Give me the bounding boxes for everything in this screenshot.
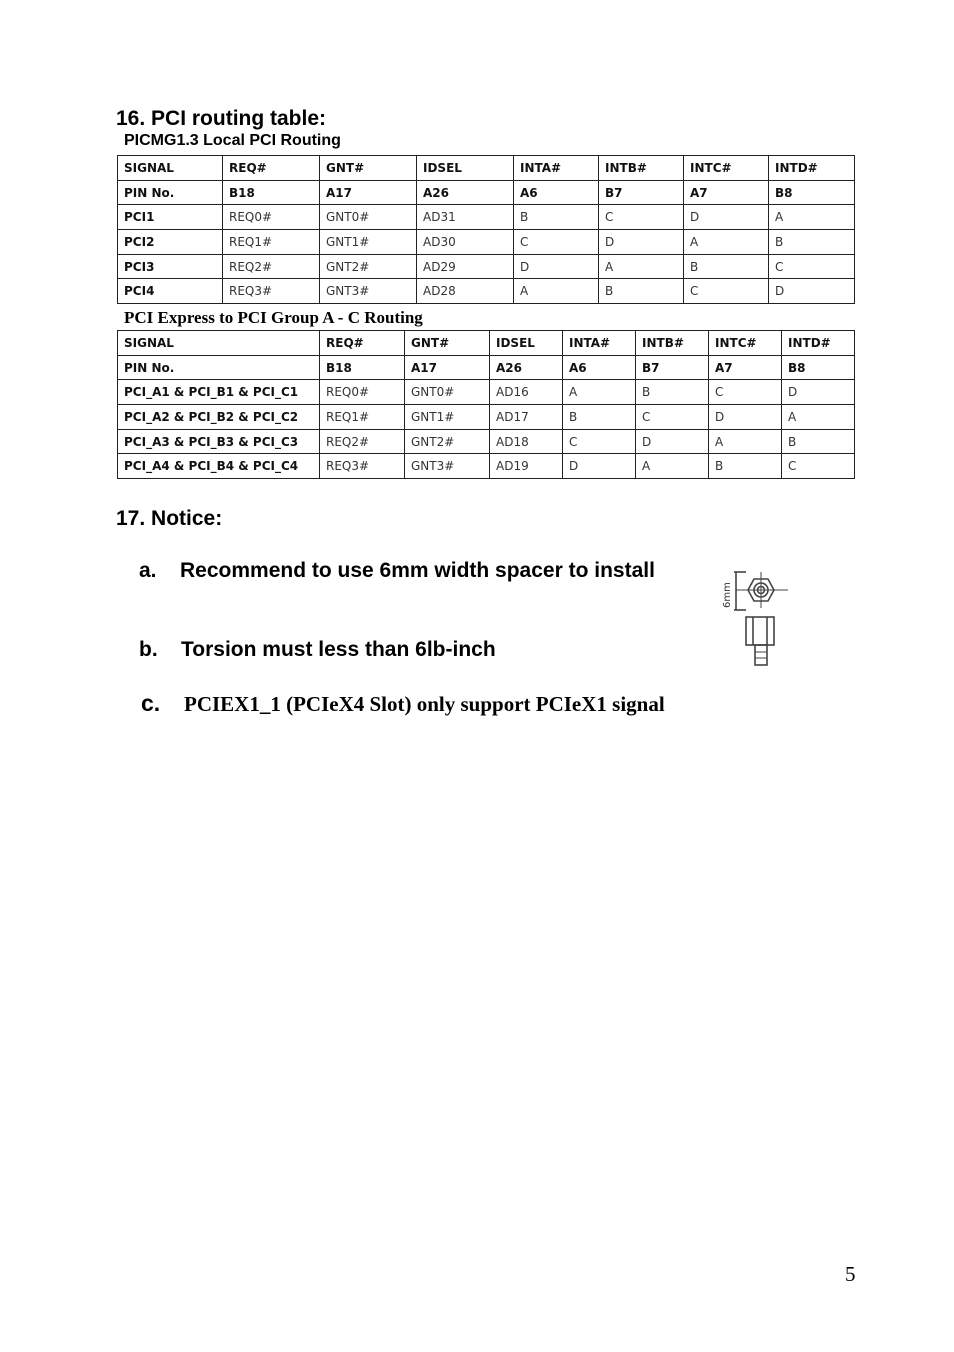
header-cell: REQ# [320,331,405,356]
table2-caption: PCI Express to PCI Group A - C Routing [124,308,423,327]
table-row [118,230,855,255]
notice-item-c-text: PCIEX1_1 (PCIeX4 Slot) only support PCIeX1 signal [184,692,665,716]
table-row [118,279,855,304]
header-cell: INTD# [782,331,855,356]
table-cell: REQ0# [223,205,320,230]
table1-caption: PICMG1.3 Local PCI Routing [124,132,341,149]
table-cell: B [782,429,855,454]
table-header-row [118,331,855,356]
table-cell: REQ2# [223,254,320,279]
table-cell: PCI2 [118,230,223,255]
header-cell: IDSEL [417,156,514,181]
table-cell: A26 [417,180,514,205]
table-cell: C [514,230,599,255]
table-cell: PCI4 [118,279,223,304]
table-cell: C [636,405,709,430]
table-cell: A [514,279,599,304]
spacer-dimension-label: 6mm [722,582,733,608]
table-cell: C [563,429,636,454]
table-cell: AD30 [417,230,514,255]
table-cell: A6 [563,355,636,380]
table-cell: PIN No. [118,355,320,380]
table-row [118,429,855,454]
spacer-drawing-icon [710,560,800,672]
header-cell: GNT# [405,331,490,356]
table-cell: A [782,405,855,430]
header-cell: INTA# [563,331,636,356]
table-cell: A [599,254,684,279]
table-cell: AD16 [490,380,563,405]
table-cell: PCI1 [118,205,223,230]
table-cell: B8 [782,355,855,380]
table-row [118,180,855,205]
table-cell: C [599,205,684,230]
table-cell: B7 [599,180,684,205]
header-cell: SIGNAL [118,331,320,356]
table-cell: D [709,405,782,430]
table-cell: PCI_A3 & PCI_B3 & PCI_C3 [118,429,320,454]
table-cell: REQ1# [320,405,405,430]
table-cell: D [769,279,855,304]
table-row [118,254,855,279]
table-cell: AD17 [490,405,563,430]
header-cell: SIGNAL [118,156,223,181]
table-cell: AD29 [417,254,514,279]
table-cell: B [636,380,709,405]
section-17-title: 17. Notice: [116,507,223,530]
table-cell: AD31 [417,205,514,230]
table-cell: D [514,254,599,279]
table-cell: D [782,380,855,405]
table-cell: REQ3# [320,454,405,479]
table-cell: B [684,254,769,279]
table-cell: B [709,454,782,479]
table-cell: PCI_A1 & PCI_B1 & PCI_C1 [118,380,320,405]
table-cell: A7 [684,180,769,205]
table-cell: PIN No. [118,180,223,205]
table-cell: D [563,454,636,479]
table-cell: AD18 [490,429,563,454]
table-cell: GNT0# [405,380,490,405]
table-cell: GNT1# [320,230,417,255]
header-cell: REQ# [223,156,320,181]
pcie-to-pci-group-routing-table [117,330,855,479]
header-cell: INTA# [514,156,599,181]
table-cell: C [782,454,855,479]
header-cell: INTC# [684,156,769,181]
table-cell: B8 [769,180,855,205]
table-cell: B [563,405,636,430]
table-cell: C [709,380,782,405]
table-row [118,405,855,430]
table-row [118,205,855,230]
table-cell: D [599,230,684,255]
table-cell: D [684,205,769,230]
table-cell: AD19 [490,454,563,479]
notice-item-b-text: Torsion must less than 6lb-inch [181,638,496,661]
table-cell: GNT3# [405,454,490,479]
header-cell: IDSEL [490,331,563,356]
table-cell: A26 [490,355,563,380]
table-cell: REQ3# [223,279,320,304]
table-cell: A6 [514,180,599,205]
table-cell: B [599,279,684,304]
table-cell: B7 [636,355,709,380]
table-cell: REQ1# [223,230,320,255]
table-cell: A7 [709,355,782,380]
table-cell: D [636,429,709,454]
table-row [118,355,855,380]
table-cell: B18 [320,355,405,380]
header-cell: INTD# [769,156,855,181]
table-cell: B [769,230,855,255]
table-cell: GNT3# [320,279,417,304]
table-cell: PCI_A2 & PCI_B2 & PCI_C2 [118,405,320,430]
header-cell: GNT# [320,156,417,181]
section-16-title: 16. PCI routing table: [116,107,327,130]
table-cell: A [769,205,855,230]
table-cell: A [563,380,636,405]
table-cell: PCI3 [118,254,223,279]
table-row [118,454,855,479]
table-cell: A [684,230,769,255]
table-cell: A [709,429,782,454]
header-cell: INTB# [599,156,684,181]
notice-item-a-marker: a. [139,559,157,582]
table-cell: A17 [320,180,417,205]
table-cell: GNT2# [405,429,490,454]
picmg-local-pci-routing-table [117,155,855,304]
header-cell: INTB# [636,331,709,356]
table-cell: REQ0# [320,380,405,405]
table-header-row [118,156,855,181]
table-cell: A17 [405,355,490,380]
table-cell: PCI_A4 & PCI_B4 & PCI_C4 [118,454,320,479]
table-row [118,380,855,405]
table-cell: C [684,279,769,304]
page-number: 5 [845,1262,856,1286]
notice-item-a-text: Recommend to use 6mm width spacer to install [180,559,655,582]
table-cell: AD28 [417,279,514,304]
notice-item-c-marker: c. [141,690,161,716]
table-cell: B [514,205,599,230]
table-cell: REQ2# [320,429,405,454]
header-cell: INTC# [709,331,782,356]
table-cell: C [769,254,855,279]
table-cell: A [636,454,709,479]
notice-item-b-marker: b. [139,638,158,661]
table-cell: GNT0# [320,205,417,230]
table-cell: GNT2# [320,254,417,279]
table-cell: B18 [223,180,320,205]
table-cell: GNT1# [405,405,490,430]
